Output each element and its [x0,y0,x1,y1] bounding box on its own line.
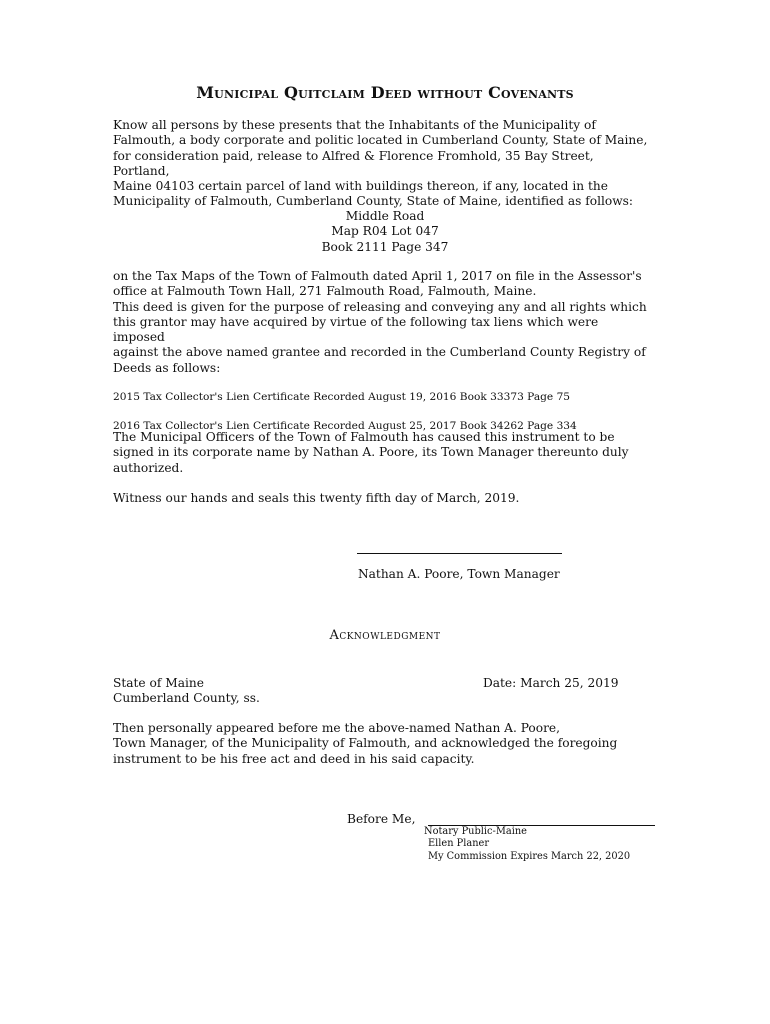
tax-maps-paragraph: on the Tax Maps of the Town of Falmouth dated April 1, 2017 on file in the Assessor's office at Falmouth Town Hall, 271 Falmouth Road, Falmouth, Maine. This deed is given for the purpose of releasing and conveying any and all rights which this grantor may have acquired by virtue of the following tax liens which were imposed against the above named grantee and recorded in the Cumberland County Registry of Deeds as follows: [113,269,647,375]
intro-paragraph: Know all persons by these presents that the Inhabitants of the Municipality of Falmouth, a body corporate and politic located in Cumberland County, State of Maine, for consideration paid, release to Alfred & Florence Fromhold, 35 Bay Street, Portland, Maine 04103 certain parcel of land with buildings thereon, if any, located in the Municipality of Falmouth, Cumberland County, State of Maine, identified as follows: [113,118,648,209]
property-road: Middle Road [345,209,425,223]
property-identification [0,209,770,255]
notary-signature-line [428,811,655,826]
notary-commission: My Commission Expires March 22, 2020 [428,850,631,862]
state-line: State of Maine [113,676,204,690]
appearance-paragraph: Then personally appeared before me the above-named Nathan A. Poore, Town Manager, of the Municipality of Falmouth, and acknowledged the foregoing instrument to be his free act and deed in his said capacity. [113,721,618,766]
property-map-lot: Map R04 Lot 047 [331,224,439,239]
notary-title: Notary Public-Maine [424,826,527,837]
officers-paragraph: The Municipal Officers of the Town of Falmouth has caused this instrument to be signed in its corporate name by Nathan A. Poore, its Town Manager thereunto duly authorized. [113,430,629,475]
lien-item: 2016 Tax Collector's Lien Certificate Recorded August 25, 2017 Book 34262 Page 334 [113,420,577,433]
property-book-page: Book 2111 Page 347 [321,239,449,254]
signer-name: Nathan A. Poore, Town Manager [358,567,560,581]
witness-paragraph: Witness our hands and seals this twenty fifth day of March, 2019. [113,491,520,505]
signature-line [357,553,562,554]
acknowledgment-date: Date: March 25, 2019 [483,676,619,690]
county-line: Cumberland County, ss. [113,691,260,706]
page-title: Municipal Quitclaim Deed without Covenants [196,83,574,102]
notary-name: Ellen Planer [428,838,489,850]
before-me-label: Before Me, [347,812,416,826]
lien-item: 2015 Tax Collector's Lien Certificate Recorded August 19, 2016 Book 33373 Page 75 [113,390,571,403]
notary-block [424,826,630,863]
acknowledgment-heading: Acknowledgment [329,628,441,643]
venue-block [113,676,260,707]
